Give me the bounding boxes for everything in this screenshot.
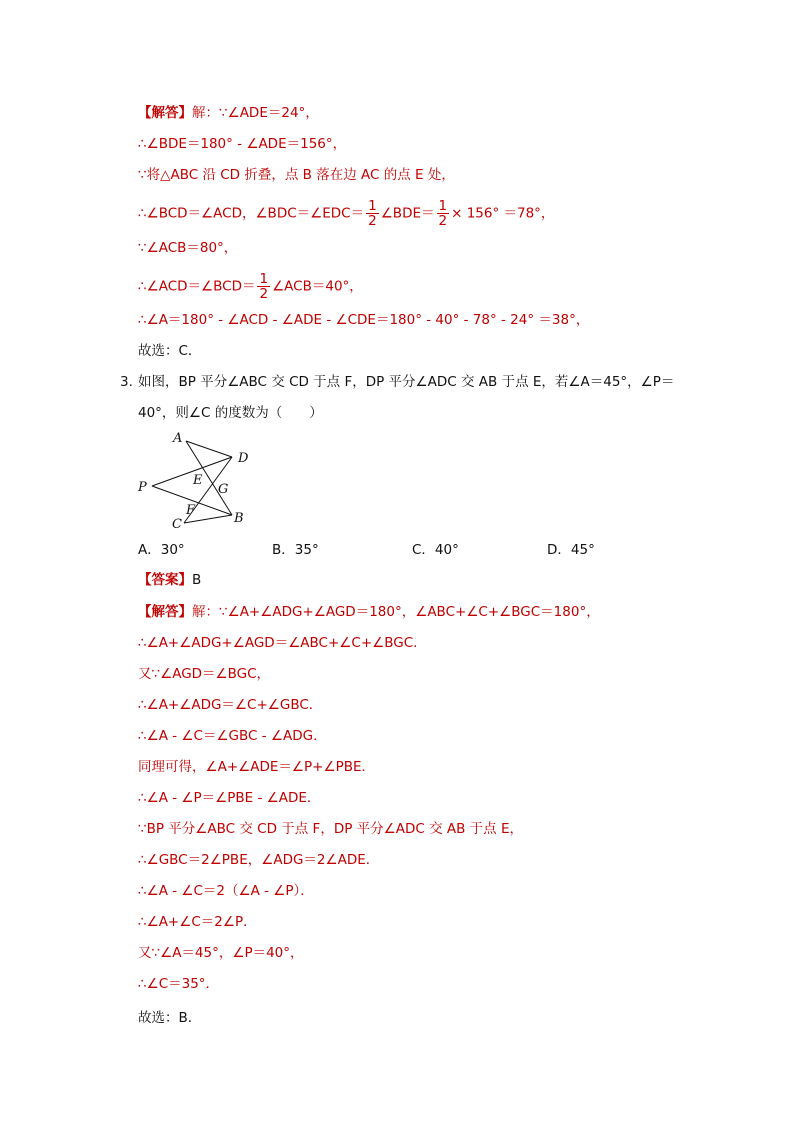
segment-ad xyxy=(186,441,232,457)
sol3-line-10: ∴∠A - ∠C＝2（∠A - ∠P）． xyxy=(138,883,314,899)
geometry-figure xyxy=(130,425,260,535)
sol2-line-4: ∴∠BCD＝∠ACD，∠BDC＝∠EDC＝ $\frac{1}{2}$ ∠BDE＝ $\frac{1}{2}$ × 156° ＝78°， xyxy=(138,198,555,229)
sol2-line-8: 故选：C． xyxy=(138,343,202,359)
label-c: C xyxy=(172,517,182,532)
choice-c: C．40° xyxy=(412,542,459,558)
answer-tag: 【答案】 xyxy=(138,572,192,588)
sol2-line-7: ∴∠A＝180° - ∠ACD - ∠ADE - ∠CDE＝180° - 40° - 78° - 24° ＝38°， xyxy=(138,312,590,328)
sol3-line-6: 同理可得，∠A+∠ADE＝∠P+∠PBE． xyxy=(138,759,376,775)
label-f: F xyxy=(186,503,196,518)
sol3-line-11: ∴∠A+∠C＝2∠P． xyxy=(138,914,257,930)
fraction-half: $\frac{1}{2}$ xyxy=(438,198,448,229)
sol3-line-3: 又∵∠AGD＝∠BGC， xyxy=(138,666,271,682)
label-d: D xyxy=(238,451,249,466)
label-a: A xyxy=(173,431,183,446)
sol2-line-2: ∴∠BDE＝180° - ∠ADE＝156°， xyxy=(138,136,347,152)
question-stem-1: 如图，BP 平分∠ABC 交 CD 于点 F，DP 平分∠ADC 交 AB 于点 E，若∠A＝45°，∠P＝ xyxy=(138,374,675,390)
sol3-line-4: ∴∠A+∠ADG＝∠C+∠GBC． xyxy=(138,697,323,713)
sol3-line-5: ∴∠A - ∠C＝∠GBC - ∠ADG． xyxy=(138,728,327,744)
sol3-line-14: 故选：B． xyxy=(138,1010,202,1026)
sol3-line-8: ∵BP 平分∠ABC 交 CD 于点 F，DP 平分∠ADC 交 AB 于点 E， xyxy=(138,821,524,837)
label-b: B xyxy=(234,511,244,526)
sol2-line-3: ∵将△ABC 沿 CD 折叠，点 B 落在边 AC 的点 E 处， xyxy=(138,167,455,183)
fraction-half: $\frac{1}{2}$ xyxy=(259,271,269,302)
sol3-line-2: ∴∠A+∠ADG+∠AGD＝∠ABC+∠C+∠BGC． xyxy=(138,635,427,651)
sol3-line-12: 又∵∠A＝45°，∠P＝40°， xyxy=(138,945,304,961)
solution-tag: 【解答】 xyxy=(138,105,192,121)
sol3-line-9: ∴∠GBC＝2∠PBE，∠ADG＝2∠ADE． xyxy=(138,852,380,868)
sol2-line-1: 【解答】解：∵∠ADE＝24°， xyxy=(138,105,319,121)
answer-value: B xyxy=(192,572,202,588)
choice-d: D．45° xyxy=(547,542,595,558)
choice-a: A．30° xyxy=(138,542,185,558)
answer-line xyxy=(138,570,201,590)
choice-b: B．35° xyxy=(272,542,319,558)
question-stem-2: 40°，则∠C 的度数为（ ） xyxy=(138,405,323,421)
sol3-line-1: 【解答】解：∵∠A+∠ADG+∠AGD＝180°，∠ABC+∠C+∠BGC＝180°， xyxy=(138,604,600,620)
sol2-line-6: ∴∠ACD＝∠BCD＝ $\frac{1}{2}$ ∠ACB＝40°， xyxy=(138,271,363,302)
question-number: 3. xyxy=(120,374,133,390)
label-p: P xyxy=(138,480,147,495)
sol3-line-7: ∴∠A - ∠P＝∠PBE - ∠ADE． xyxy=(138,790,321,806)
sol3-line-13: ∴∠C＝35°． xyxy=(138,976,220,992)
sol2-line-5: ∵∠ACB＝80°， xyxy=(138,240,238,256)
solution-tag: 【解答】 xyxy=(138,604,192,620)
fraction-half: $\frac{1}{2}$ xyxy=(368,198,377,229)
label-e: E xyxy=(193,473,203,488)
label-g: G xyxy=(218,482,229,497)
